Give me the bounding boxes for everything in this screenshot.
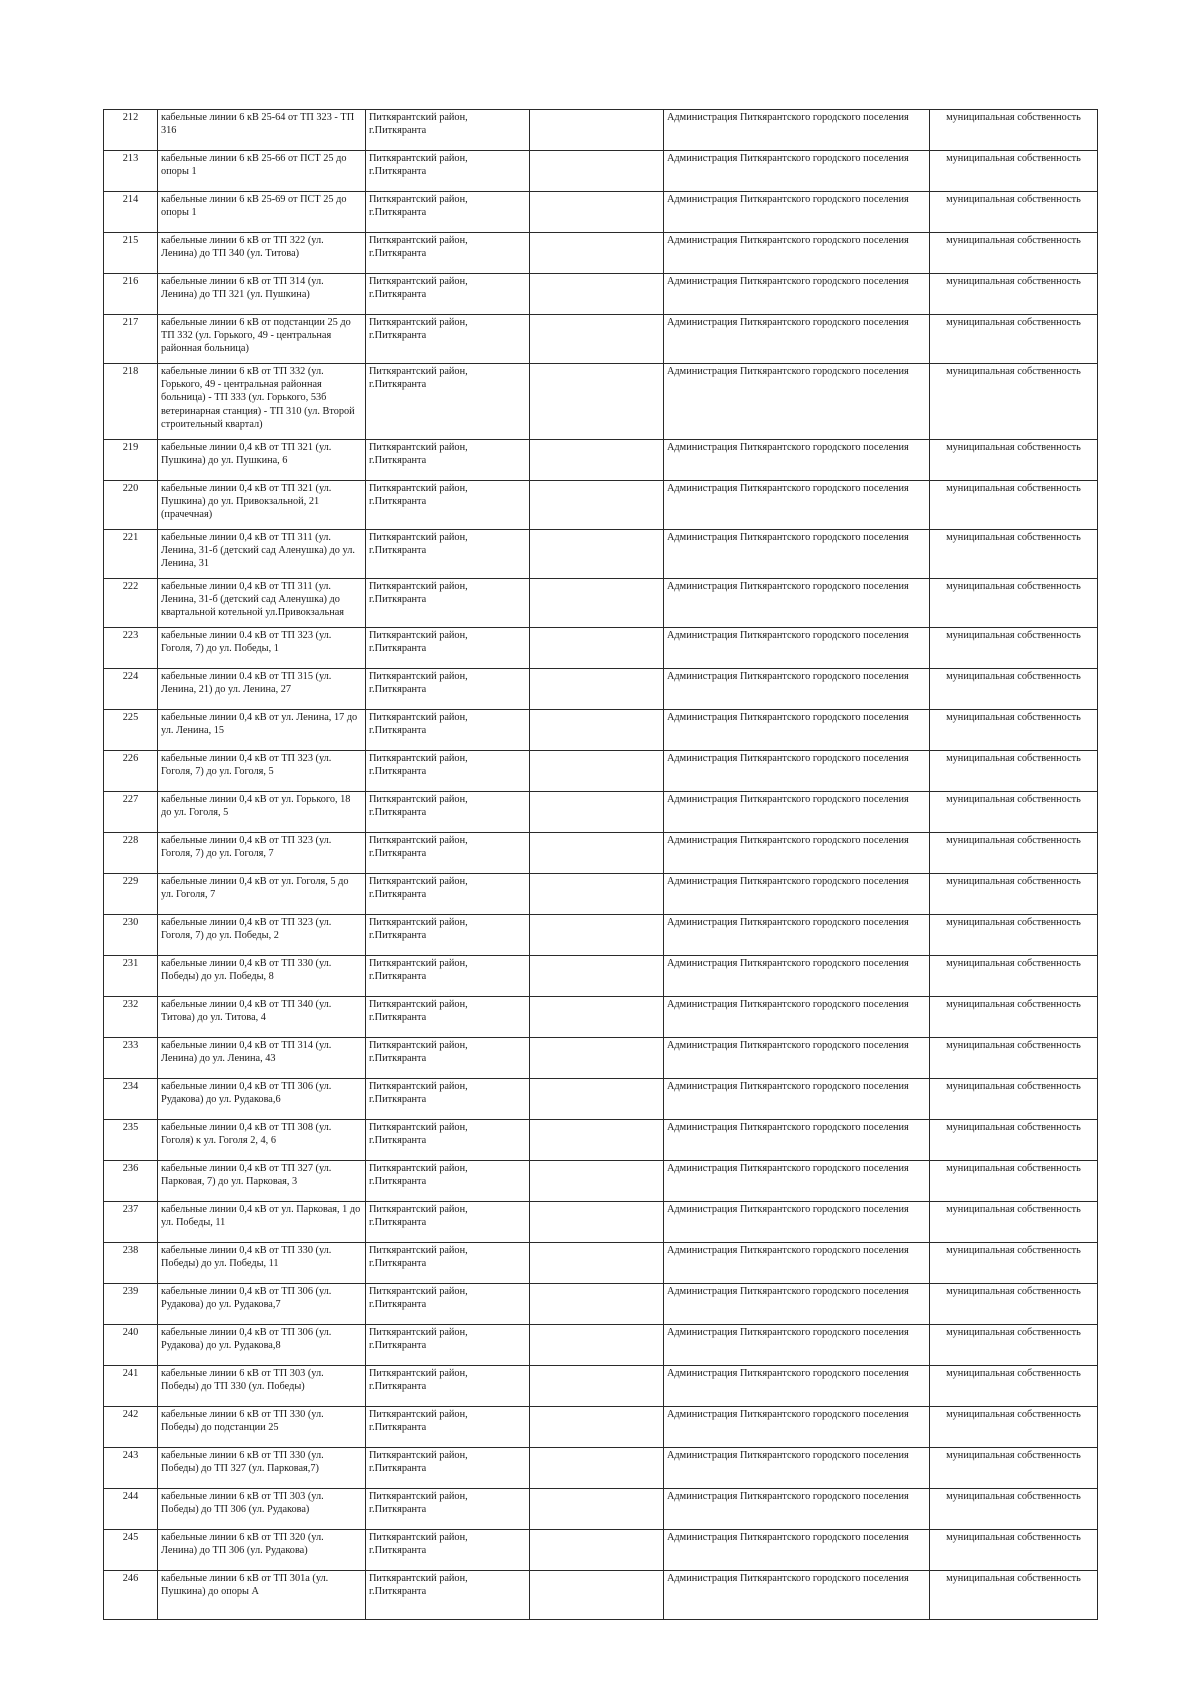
object-name-cell: кабельные линии 0,4 кВ от ТП 321 (ул. Пушкина) до ул. Привокзальной, 21 (прачечная) — [158, 481, 366, 530]
object-name-cell: кабельные линии 6 кВ от ТП 330 (ул. Победы) до ТП 327 (ул. Парковая,7) — [158, 1448, 366, 1489]
object-characteristics-cell — [530, 915, 664, 956]
row-number-cell: 223 — [104, 628, 158, 669]
ownership-type-cell: муниципальная собственность — [930, 1530, 1098, 1571]
table-row — [104, 579, 1098, 628]
rights-holder-cell: Администрация Питкярантского городского поселения — [664, 1284, 930, 1325]
object-name-cell: кабельные линии 0,4 кВ от ТП 321 (ул. Пушкина) до ул. Пушкина, 6 — [158, 440, 366, 481]
object-address-cell: Питкярантский район, г.Питкяранта — [366, 274, 530, 315]
table-row — [104, 1243, 1098, 1284]
object-address-cell: Питкярантский район, г.Питкяранта — [366, 151, 530, 192]
object-name-cell: кабельные линии 6 кВ от ТП 314 (ул. Ленина) до ТП 321 (ул. Пушкина) — [158, 274, 366, 315]
row-number-cell: 231 — [104, 956, 158, 997]
table-row — [104, 364, 1098, 440]
object-characteristics-cell — [530, 1284, 664, 1325]
table-row — [104, 956, 1098, 997]
object-name-cell: кабельные линии 6 кВ от подстанции 25 до ТП 332 (ул. Горького, 49 - центральная районная больница) — [158, 315, 366, 364]
ownership-type-cell: муниципальная собственность — [930, 1489, 1098, 1530]
object-name-cell: кабельные линии 0,4 кВ от ТП 323 (ул. Гоголя, 7) до ул. Гоголя, 5 — [158, 751, 366, 792]
rights-holder-cell: Администрация Питкярантского городского поселения — [664, 1038, 930, 1079]
object-name-cell: кабельные линии 0,4 кВ от ТП 327 (ул. Парковая, 7) до ул. Парковая, 3 — [158, 1161, 366, 1202]
object-characteristics-cell — [530, 792, 664, 833]
table-row — [104, 1161, 1098, 1202]
row-number-cell: 243 — [104, 1448, 158, 1489]
row-number-cell: 220 — [104, 481, 158, 530]
object-characteristics-cell — [530, 956, 664, 997]
object-name-cell: кабельные линии 6 кВ от ТП 330 (ул. Победы) до подстанции 25 — [158, 1407, 366, 1448]
table-row — [104, 751, 1098, 792]
rights-holder-cell: Администрация Питкярантского городского поселения — [664, 110, 930, 151]
object-address-cell: Питкярантский район, г.Питкяранта — [366, 1530, 530, 1571]
row-number-cell: 215 — [104, 233, 158, 274]
ownership-type-cell: муниципальная собственность — [930, 874, 1098, 915]
table-row — [104, 233, 1098, 274]
row-number-cell: 235 — [104, 1120, 158, 1161]
object-name-cell: кабельные линии 6 кВ от ТП 332 (ул. Горького, 49 - центральная районная больница) - ТП 333 (ул. Горького, 53б ветеринарная станция) - ТП 310 (ул. Второй строительный квартал) — [158, 364, 366, 440]
row-number-cell: 236 — [104, 1161, 158, 1202]
table-row — [104, 151, 1098, 192]
rights-holder-cell: Администрация Питкярантского городского поселения — [664, 915, 930, 956]
table-row — [104, 1530, 1098, 1571]
ownership-type-cell: муниципальная собственность — [930, 669, 1098, 710]
object-name-cell: кабельные линии 6 кВ 25-69 от ПСТ 25 до опоры 1 — [158, 192, 366, 233]
object-address-cell: Питкярантский район, г.Питкяранта — [366, 1366, 530, 1407]
object-address-cell: Питкярантский район, г.Питкяранта — [366, 1571, 530, 1620]
object-address-cell: Питкярантский район, г.Питкяранта — [366, 874, 530, 915]
rights-holder-cell: Администрация Питкярантского городского поселения — [664, 440, 930, 481]
object-name-cell: кабельные линии 0,4 кВ от ТП 330 (ул. Победы) до ул. Победы, 11 — [158, 1243, 366, 1284]
ownership-type-cell: муниципальная собственность — [930, 192, 1098, 233]
ownership-type-cell: муниципальная собственность — [930, 1284, 1098, 1325]
rights-holder-cell: Администрация Питкярантского городского поселения — [664, 274, 930, 315]
object-name-cell: кабельные линии 0,4 кВ от ТП 330 (ул. Победы) до ул. Победы, 8 — [158, 956, 366, 997]
object-address-cell: Питкярантский район, г.Питкяранта — [366, 833, 530, 874]
row-number-cell: 213 — [104, 151, 158, 192]
rights-holder-cell: Администрация Питкярантского городского поселения — [664, 315, 930, 364]
object-characteristics-cell — [530, 440, 664, 481]
object-name-cell: кабельные линии 6 кВ от ТП 301а (ул. Пушкина) до опоры А — [158, 1571, 366, 1620]
table-row — [104, 1489, 1098, 1530]
object-address-cell: Питкярантский район, г.Питкяранта — [366, 1079, 530, 1120]
object-characteristics-cell — [530, 233, 664, 274]
object-characteristics-cell — [530, 1161, 664, 1202]
row-number-cell: 225 — [104, 710, 158, 751]
rights-holder-cell: Администрация Питкярантского городского поселения — [664, 833, 930, 874]
table-row — [104, 915, 1098, 956]
rights-holder-cell: Администрация Питкярантского городского поселения — [664, 481, 930, 530]
row-number-cell: 233 — [104, 1038, 158, 1079]
object-characteristics-cell — [530, 1571, 664, 1620]
ownership-type-cell: муниципальная собственность — [930, 364, 1098, 440]
row-number-cell: 234 — [104, 1079, 158, 1120]
object-characteristics-cell — [530, 315, 664, 364]
object-name-cell: кабельные линии 6 кВ 25-64 от ТП 323 - ТП 316 — [158, 110, 366, 151]
rights-holder-cell: Администрация Питкярантского городского поселения — [664, 1161, 930, 1202]
table-row — [104, 874, 1098, 915]
ownership-type-cell: муниципальная собственность — [930, 1448, 1098, 1489]
row-number-cell: 221 — [104, 530, 158, 579]
object-address-cell: Питкярантский район, г.Питкяранта — [366, 710, 530, 751]
row-number-cell: 212 — [104, 110, 158, 151]
object-characteristics-cell — [530, 874, 664, 915]
object-name-cell: кабельные линии 0,4 кВ от ул. Гоголя, 5 до ул. Гоголя, 7 — [158, 874, 366, 915]
object-address-cell: Питкярантский район, г.Питкяранта — [366, 364, 530, 440]
table-row — [104, 833, 1098, 874]
ownership-type-cell: муниципальная собственность — [930, 1243, 1098, 1284]
object-name-cell: кабельные линии 0,4 кВ от ул. Ленина, 17 до ул. Ленина, 15 — [158, 710, 366, 751]
table-row — [104, 710, 1098, 751]
table-row — [104, 1571, 1098, 1620]
row-number-cell: 239 — [104, 1284, 158, 1325]
table-row — [104, 1325, 1098, 1366]
object-name-cell: кабельные линии 0,4 кВ от ТП 323 (ул. Гоголя, 7) до ул. Победы, 2 — [158, 915, 366, 956]
object-name-cell: кабельные линии 0,4 кВ от ул. Горького, 18 до ул. Гоголя, 5 — [158, 792, 366, 833]
table-row — [104, 792, 1098, 833]
ownership-type-cell: муниципальная собственность — [930, 1161, 1098, 1202]
ownership-type-cell: муниципальная собственность — [930, 833, 1098, 874]
table-row — [104, 669, 1098, 710]
object-characteristics-cell — [530, 997, 664, 1038]
row-number-cell: 218 — [104, 364, 158, 440]
row-number-cell: 241 — [104, 1366, 158, 1407]
object-name-cell: кабельные линии 0,4 кВ от ТП 306 (ул. Рудакова) до ул. Рудакова,6 — [158, 1079, 366, 1120]
object-characteristics-cell — [530, 710, 664, 751]
rights-holder-cell: Администрация Питкярантского городского поселения — [664, 233, 930, 274]
ownership-type-cell: муниципальная собственность — [930, 792, 1098, 833]
table-row — [104, 1407, 1098, 1448]
row-number-cell: 214 — [104, 192, 158, 233]
object-address-cell: Питкярантский район, г.Питкяранта — [366, 110, 530, 151]
ownership-type-cell: муниципальная собственность — [930, 997, 1098, 1038]
object-name-cell: кабельные линии 6 кВ от ТП 303 (ул. Победы) до ТП 306 (ул. Рудакова) — [158, 1489, 366, 1530]
object-name-cell: кабельные линии 0,4 кВ от ТП 311 (ул. Ленина, 31-б (детский сад Аленушка) до квартальной котельной ул.Привокзальная — [158, 579, 366, 628]
ownership-type-cell: муниципальная собственность — [930, 579, 1098, 628]
object-address-cell: Питкярантский район, г.Питкяранта — [366, 1407, 530, 1448]
row-number-cell: 230 — [104, 915, 158, 956]
rights-holder-cell: Администрация Питкярантского городского поселения — [664, 751, 930, 792]
row-number-cell: 244 — [104, 1489, 158, 1530]
rights-holder-cell: Администрация Питкярантского городского поселения — [664, 364, 930, 440]
object-characteristics-cell — [530, 530, 664, 579]
ownership-type-cell: муниципальная собственность — [930, 1202, 1098, 1243]
registry-body — [104, 110, 1098, 1620]
object-name-cell: кабельные линии 0,4 кВ от ТП 311 (ул. Ленина, 31-б (детский сад Аленушка) до ул. Ленина, 31 — [158, 530, 366, 579]
rights-holder-cell: Администрация Питкярантского городского поселения — [664, 874, 930, 915]
row-number-cell: 228 — [104, 833, 158, 874]
object-name-cell: кабельные линии 0,4 кВ от ТП 340 (ул. Титова) до ул. Титова, 4 — [158, 997, 366, 1038]
rights-holder-cell: Администрация Питкярантского городского поселения — [664, 956, 930, 997]
object-name-cell: кабельные линии 6 кВ от ТП 303 (ул. Победы) до ТП 330 (ул. Победы) — [158, 1366, 366, 1407]
object-characteristics-cell — [530, 151, 664, 192]
table-row — [104, 628, 1098, 669]
object-address-cell: Питкярантский район, г.Питкяранта — [366, 669, 530, 710]
row-number-cell: 246 — [104, 1571, 158, 1620]
rights-holder-cell: Администрация Питкярантского городского поселения — [664, 792, 930, 833]
row-number-cell: 242 — [104, 1407, 158, 1448]
object-characteristics-cell — [530, 628, 664, 669]
ownership-type-cell: муниципальная собственность — [930, 710, 1098, 751]
object-name-cell: кабельные линии 6 кВ 25-66 от ПСТ 25 до опоры 1 — [158, 151, 366, 192]
ownership-type-cell: муниципальная собственность — [930, 110, 1098, 151]
ownership-type-cell: муниципальная собственность — [930, 1325, 1098, 1366]
row-number-cell: 240 — [104, 1325, 158, 1366]
object-address-cell: Питкярантский район, г.Питкяранта — [366, 751, 530, 792]
ownership-type-cell: муниципальная собственность — [930, 440, 1098, 481]
ownership-type-cell: муниципальная собственность — [930, 315, 1098, 364]
ownership-type-cell: муниципальная собственность — [930, 956, 1098, 997]
object-characteristics-cell — [530, 1407, 664, 1448]
ownership-type-cell: муниципальная собственность — [930, 751, 1098, 792]
table-row — [104, 1038, 1098, 1079]
object-name-cell: кабельные линии 0,4 кВ от ТП 323 (ул. Гоголя, 7) до ул. Гоголя, 7 — [158, 833, 366, 874]
ownership-type-cell: муниципальная собственность — [930, 530, 1098, 579]
rights-holder-cell: Администрация Питкярантского городского поселения — [664, 1530, 930, 1571]
object-address-cell: Питкярантский район, г.Питкяранта — [366, 530, 530, 579]
table-row — [104, 481, 1098, 530]
ownership-type-cell: муниципальная собственность — [930, 628, 1098, 669]
rights-holder-cell: Администрация Питкярантского городского поселения — [664, 1325, 930, 1366]
rights-holder-cell: Администрация Питкярантского городского поселения — [664, 192, 930, 233]
ownership-type-cell: муниципальная собственность — [930, 1079, 1098, 1120]
object-address-cell: Питкярантский район, г.Питкяранта — [366, 1243, 530, 1284]
object-name-cell: кабельные линии 0,4 кВ от ТП 306 (ул. Рудакова) до ул. Рудакова,7 — [158, 1284, 366, 1325]
object-address-cell: Питкярантский район, г.Питкяранта — [366, 192, 530, 233]
object-name-cell: кабельные линии 0.4 кВ от ТП 315 (ул. Ленина, 21) до ул. Ленина, 27 — [158, 669, 366, 710]
table-row — [104, 997, 1098, 1038]
row-number-cell: 245 — [104, 1530, 158, 1571]
rights-holder-cell: Администрация Питкярантского городского поселения — [664, 151, 930, 192]
object-address-cell: Питкярантский район, г.Питкяранта — [366, 997, 530, 1038]
object-name-cell: кабельные линии 0,4 кВ от ТП 308 (ул. Гоголя) к ул. Гоголя 2, 4, 6 — [158, 1120, 366, 1161]
object-name-cell: кабельные линии 6 кВ от ТП 322 (ул. Ленина) до ТП 340 (ул. Титова) — [158, 233, 366, 274]
rights-holder-cell: Администрация Питкярантского городского поселения — [664, 1489, 930, 1530]
row-number-cell: 217 — [104, 315, 158, 364]
object-address-cell: Питкярантский район, г.Питкяранта — [366, 1202, 530, 1243]
ownership-type-cell: муниципальная собственность — [930, 151, 1098, 192]
object-characteristics-cell — [530, 481, 664, 530]
object-address-cell: Питкярантский район, г.Питкяранта — [366, 1448, 530, 1489]
object-address-cell: Питкярантский район, г.Питкяранта — [366, 915, 530, 956]
ownership-type-cell: муниципальная собственность — [930, 274, 1098, 315]
ownership-type-cell: муниципальная собственность — [930, 1120, 1098, 1161]
table-row — [104, 1448, 1098, 1489]
ownership-type-cell: муниципальная собственность — [930, 481, 1098, 530]
rights-holder-cell: Администрация Питкярантского городского поселения — [664, 1407, 930, 1448]
object-name-cell: кабельные линии 0,4 кВ от ТП 306 (ул. Рудакова) до ул. Рудакова,8 — [158, 1325, 366, 1366]
rights-holder-cell: Администрация Питкярантского городского поселения — [664, 1448, 930, 1489]
object-characteristics-cell — [530, 110, 664, 151]
rights-holder-cell: Администрация Питкярантского городского поселения — [664, 710, 930, 751]
object-characteristics-cell — [530, 1530, 664, 1571]
object-characteristics-cell — [530, 192, 664, 233]
object-address-cell: Питкярантский район, г.Питкяранта — [366, 440, 530, 481]
row-number-cell: 238 — [104, 1243, 158, 1284]
object-characteristics-cell — [530, 1489, 664, 1530]
object-characteristics-cell — [530, 751, 664, 792]
object-address-cell: Питкярантский район, г.Питкяранта — [366, 1161, 530, 1202]
row-number-cell: 226 — [104, 751, 158, 792]
object-characteristics-cell — [530, 1120, 664, 1161]
object-characteristics-cell — [530, 579, 664, 628]
row-number-cell: 224 — [104, 669, 158, 710]
object-address-cell: Питкярантский район, г.Питкяранта — [366, 628, 530, 669]
rights-holder-cell: Администрация Питкярантского городского поселения — [664, 997, 930, 1038]
ownership-type-cell: муниципальная собственность — [930, 1571, 1098, 1620]
object-address-cell: Питкярантский район, г.Питкяранта — [366, 1120, 530, 1161]
table-row — [104, 192, 1098, 233]
object-characteristics-cell — [530, 833, 664, 874]
object-address-cell: Питкярантский район, г.Питкяранта — [366, 792, 530, 833]
object-address-cell: Питкярантский район, г.Питкяранта — [366, 315, 530, 364]
object-characteristics-cell — [530, 274, 664, 315]
ownership-type-cell: муниципальная собственность — [930, 233, 1098, 274]
rights-holder-cell: Администрация Питкярантского городского поселения — [664, 1202, 930, 1243]
rights-holder-cell: Администрация Питкярантского городского поселения — [664, 1120, 930, 1161]
rights-holder-cell: Администрация Питкярантского городского поселения — [664, 628, 930, 669]
row-number-cell: 237 — [104, 1202, 158, 1243]
ownership-type-cell: муниципальная собственность — [930, 1366, 1098, 1407]
object-characteristics-cell — [530, 364, 664, 440]
object-characteristics-cell — [530, 1243, 664, 1284]
object-address-cell: Питкярантский район, г.Питкяранта — [366, 956, 530, 997]
object-address-cell: Питкярантский район, г.Питкяранта — [366, 233, 530, 274]
row-number-cell: 222 — [104, 579, 158, 628]
object-address-cell: Питкярантский район, г.Питкяранта — [366, 1038, 530, 1079]
object-characteristics-cell — [530, 1366, 664, 1407]
table-row — [104, 1366, 1098, 1407]
object-characteristics-cell — [530, 1448, 664, 1489]
table-row — [104, 1284, 1098, 1325]
object-characteristics-cell — [530, 669, 664, 710]
table-row — [104, 274, 1098, 315]
table-row — [104, 110, 1098, 151]
row-number-cell: 232 — [104, 997, 158, 1038]
row-number-cell: 227 — [104, 792, 158, 833]
ownership-type-cell: муниципальная собственность — [930, 915, 1098, 956]
object-name-cell: кабельные линии 0.4 кВ от ТП 323 (ул. Гоголя, 7) до ул. Победы, 1 — [158, 628, 366, 669]
row-number-cell: 229 — [104, 874, 158, 915]
table-row — [104, 315, 1098, 364]
row-number-cell: 216 — [104, 274, 158, 315]
table-row — [104, 440, 1098, 481]
object-name-cell: кабельные линии 0,4 кВ от ул. Парковая, 1 до ул. Победы, 11 — [158, 1202, 366, 1243]
object-characteristics-cell — [530, 1325, 664, 1366]
rights-holder-cell: Администрация Питкярантского городского поселения — [664, 669, 930, 710]
object-characteristics-cell — [530, 1202, 664, 1243]
rights-holder-cell: Администрация Питкярантского городского поселения — [664, 1079, 930, 1120]
object-address-cell: Питкярантский район, г.Питкяранта — [366, 579, 530, 628]
object-characteristics-cell — [530, 1079, 664, 1120]
object-address-cell: Питкярантский район, г.Питкяранта — [366, 1489, 530, 1530]
table-row — [104, 1120, 1098, 1161]
rights-holder-cell: Администрация Питкярантского городского поселения — [664, 1366, 930, 1407]
rights-holder-cell: Администрация Питкярантского городского поселения — [664, 1243, 930, 1284]
object-address-cell: Питкярантский район, г.Питкяранта — [366, 1284, 530, 1325]
ownership-type-cell: муниципальная собственность — [930, 1038, 1098, 1079]
object-address-cell: Питкярантский район, г.Питкяранта — [366, 481, 530, 530]
object-characteristics-cell — [530, 1038, 664, 1079]
object-name-cell: кабельные линии 0,4 кВ от ТП 314 (ул. Ленина) до ул. Ленина, 43 — [158, 1038, 366, 1079]
table-row — [104, 1202, 1098, 1243]
rights-holder-cell: Администрация Питкярантского городского поселения — [664, 530, 930, 579]
ownership-type-cell: муниципальная собственность — [930, 1407, 1098, 1448]
table-row — [104, 1079, 1098, 1120]
object-name-cell: кабельные линии 6 кВ от ТП 320 (ул. Ленина) до ТП 306 (ул. Рудакова) — [158, 1530, 366, 1571]
rights-holder-cell: Администрация Питкярантского городского поселения — [664, 1571, 930, 1620]
rights-holder-cell: Администрация Питкярантского городского поселения — [664, 579, 930, 628]
table-row — [104, 530, 1098, 579]
property-registry-table — [103, 109, 1098, 1620]
object-address-cell: Питкярантский район, г.Питкяранта — [366, 1325, 530, 1366]
row-number-cell: 219 — [104, 440, 158, 481]
